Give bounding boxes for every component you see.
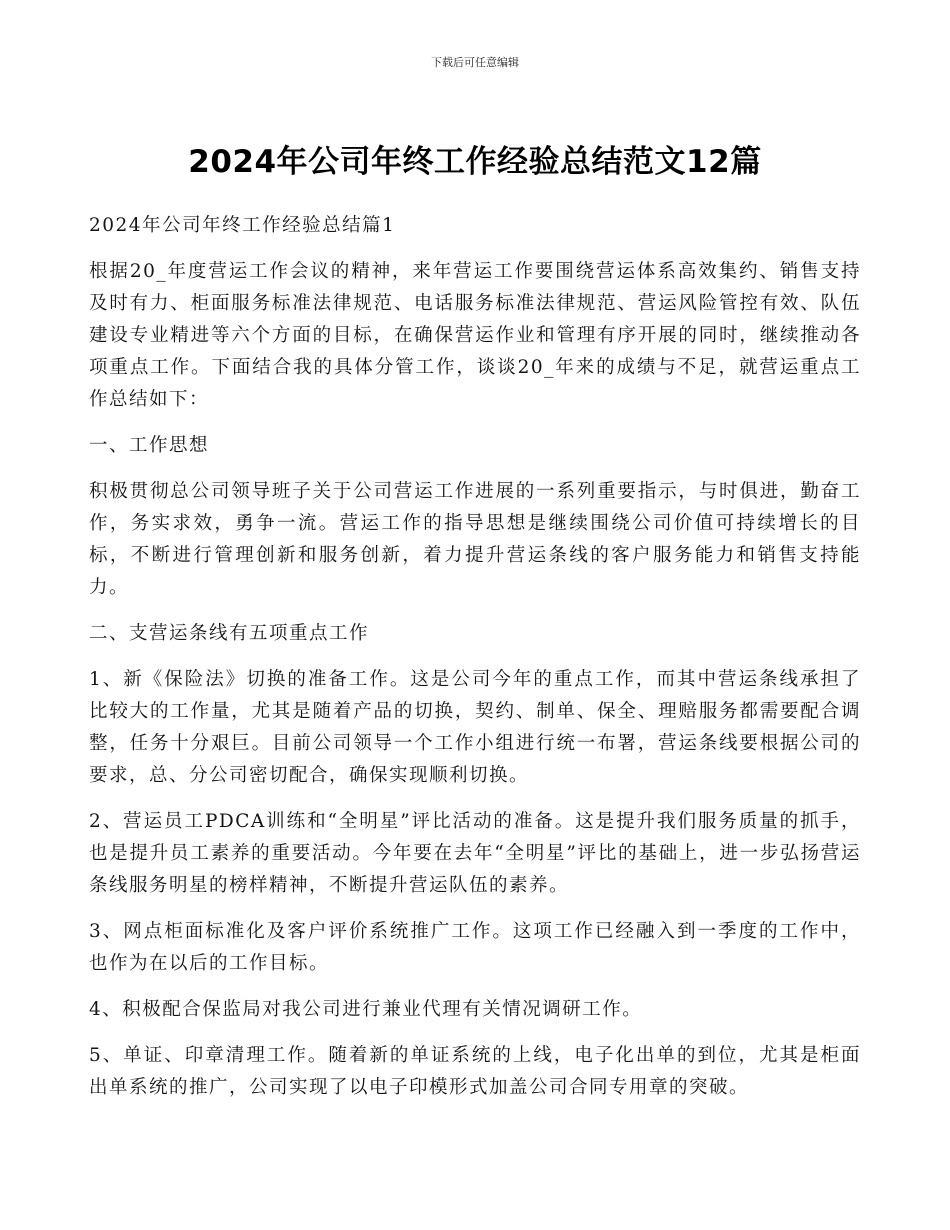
section-paragraph-work-thought: 积极贯彻总公司领导班子关于公司营运工作进展的一系列重要指示，与时俱进，勤奋工作，务实求效，勇争一流。营运工作的指导思想是继续围绕公司价值可持续增长的目标，不断进行管理创新和服务创新，着力提升营运条线的客户服务能力和销售支持能力。 [89, 481, 861, 598]
intro-paragraph: 根据20_年度营运工作会议的精神，来年营运工作要围绕营运体系高效集约、销售支持及时有力、柜面服务标准法律规范、电话服务标准法律规范、营运风险管控有效、队伍建设专业精进等六个方面的目标，在确保营运作业和管理有序开展的同时，继续推动各项重点工作。下面结合我的具体分管工作，谈谈20_年来的成绩与不足，就营运重点工作总结如下： [89, 261, 861, 410]
document-body [89, 210, 861, 1118]
section-heading-key-tasks: 二、支营运条线有五项重点工作 [89, 623, 370, 644]
list-item-task-1: 1、新《保险法》切换的准备工作。这是公司今年的重点工作，而其中营运条线承担了比较大的工作量，尤其是随着产品的切换，契约、制单、保全、理赔服务都需要配合调整，任务十分艰巨。目前公司领导一个工作小组进行统一布署，营运条线要根据公司的要求，总、分公司密切配合，确保实现顺利切换。 [89, 669, 861, 786]
article-subtitle: 2024年公司年终工作经验总结篇1 [89, 215, 396, 236]
list-item-task-5: 5、单证、印章清理工作。随着新的单证系统的上线，电子化出单的到位，尤其是柜面出单系统的推广，公司实现了以电子印模形式加盖公司合同专用章的突破。 [89, 1045, 861, 1098]
document-title: 2024年公司年终工作经验总结范文12篇 [188, 144, 762, 180]
list-item-task-2: 2、营运员工PDCA训练和“全明星”评比活动的准备。这是提升我们服务质量的抓手，也是提升员工素养的重要活动。今年要在去年“全明星”评比的基础上，进一步弘扬营运条线服务明星的榜样精神，不断提升营运队伍的素养。 [89, 811, 861, 896]
list-item-task-4: 4、积极配合保监局对我公司进行兼业代理有关情况调研工作。 [89, 999, 643, 1020]
list-item-task-3: 3、网点柜面标准化及客户评价系统推广工作。这项工作已经融入到一季度的工作中，也作为在以后的工作目标。 [89, 921, 861, 974]
section-heading-work-thought: 一、工作思想 [89, 435, 210, 456]
header-note: 下载后可任意编辑 [431, 56, 519, 69]
